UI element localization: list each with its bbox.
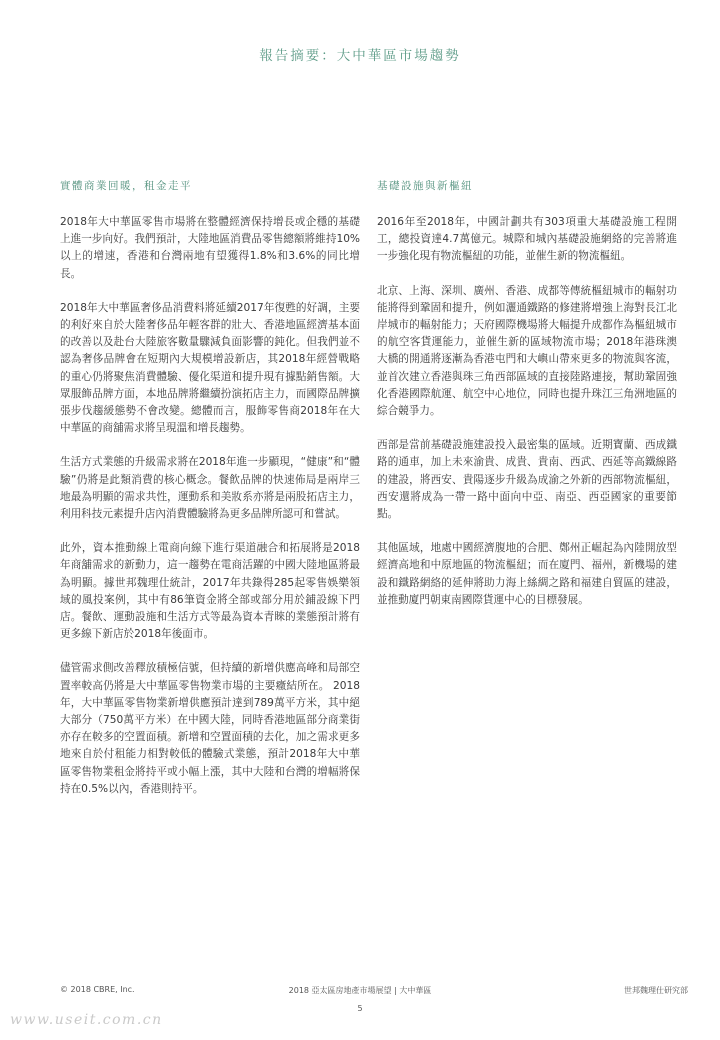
page-number: 5 (357, 1004, 363, 1013)
section-heading-infrastructure: 基礎設施與新樞紐 (377, 180, 473, 192)
paragraph: 北京、上海、深圳、廣州、香港、成都等傳統樞紐城市的輻射功能將得到鞏固和提升，例如灑通鐵路的修建將增強上海對長江北岸城市的輻射能力；天府國際機場將大幅提升成都作為樞紐城市的航空客貨運能力，並催生新的區域物流市場；2018年港珠澳大橋的開通將逐漸為香港屯門和大嶼山帶來更多的物流與客流，並首次建立香港與珠三角西部區域的直接陸路連接，幫助鞏固強化香港國際航運、航空中心地位，同時也提升珠江三角洲地區的綜合競爭力。 (377, 284, 677, 418)
page-title: 報告摘要：大中華區市場趨勢 (259, 48, 461, 64)
watermark: www.useit.com.cn (10, 1012, 163, 1028)
paragraph: 生活方式業態的升級需求將在2018年進一步顯現，“健康”和“體驗”仍將是此類消費的核心概念。餐飲品牌的快速佈局是兩岸三地最為明顯的需求共性，運動系和美妝系亦將是兩股拓店主力，利用科技元素提升店內消費體驗將為更多品牌所認可和嘗試。 (60, 456, 360, 521)
section-heading-retail: 實體商業回暖，租金走平 (60, 180, 192, 192)
publisher: 世邦魏理仕研究部 (624, 986, 688, 995)
paragraph: 2016年至2018年，中國計劃共有303項重大基礎設施工程開工，總投資達4.7萬億元。城際和城內基礎設施網絡的完善將進一步強化現有物流樞紐的功能，並催生新的物流樞紐。 (377, 216, 677, 263)
paragraph: 2018年大中華區奢侈品消費料將延續2017年復甦的好調，主要的利好來自於大陸奢侈品年輕客群的壯大、香港地區經濟基本面的改善以及赴台大陸旅客數量驟減負面影響的鈍化。但我們並不認為奢侈品牌會在短期內大規模增設新店，其2018年經營戰略的重心仍將聚焦消費體驗、優化渠道和提升現有據點銷售額。大眾服飾品牌方面，本地品牌將繼續扮演拓店主力，而國際品牌擴張步伐趨緩態勢不會改變。總體而言，服飾零售商2018年在大中華區的商舖需求將呈現溫和增長趨勢。 (60, 301, 360, 435)
right-column (377, 178, 677, 626)
paragraph: 此外，資本推動線上電商向線下進行渠道融合和拓展將是2018年商舖需求的新動力，這一趨勢在電商活躍的中國大陸地區將最為明顯。據世邦魏理仕統計，2017年共錄得285起零售娛樂領域的風投案例，其中有86筆資金將全部或部分用於鋪設線下門店。餐飲、運動設施和生活方式等最為資本青睞的業態預計將有更多線下新店於2018年後面市。 (60, 542, 360, 641)
paragraph: 儘管需求側改善釋放積極信號，但持續的新增供應高峰和局部空置率較高仍將是大中華區零售物業市場的主要癥結所在。 2018年，大中華區零售物業新增供應預計達到789萬平方米，其中絕大部分（750萬平方米）在中國大陸，同時香港地區部分商業街亦存在較多的空置面積。新增和空置面積的去化，加之需求更多地來自於付租能力相對較低的體驗式業態，預計2018年大中華區零售物業租金將持平或小幅上漲，其中大陸和台灣的增幅將保持在0.5%以內，香港則持平。 (60, 662, 360, 795)
left-column (60, 178, 360, 815)
copyright: © 2018 CBRE, Inc. (60, 985, 135, 994)
report-title: 2018 亞太區房地產市場展望 | 大中華區 (288, 986, 432, 995)
paragraph: 西部是當前基礎設施建設投入最密集的區域。近期寶蘭、西成鐵路的通車，加上未來渝貴、成貴、貴南、西武、西延等高鐵線路的建設，將西安、貴陽逐步升級為成渝之外新的西部物流樞紐，西安還將成為一帶一路中面向中亞、南亞、西亞國家的重要節點。 (377, 439, 677, 521)
paragraph: 其他區域，地處中國經濟腹地的合肥、鄭州正崛起為內陸開放型經濟高地和中原地區的物流樞紐；而在廈門、福州，新機場的建設和鐵路網絡的延伸將助力海上絲綢之路和福建自貿區的建設，並推動廈門朝東南國際貨運中心的目標發展。 (377, 542, 677, 606)
paragraph: 2018年大中華區零售市場將在整體經濟保持增長或企穩的基礎上進一步向好。我們預計，大陸地區消費品零售總額將維持10%以上的增速，香港和台灣兩地有望獲得1.8%和3.6%的同比增長。 (60, 216, 360, 280)
